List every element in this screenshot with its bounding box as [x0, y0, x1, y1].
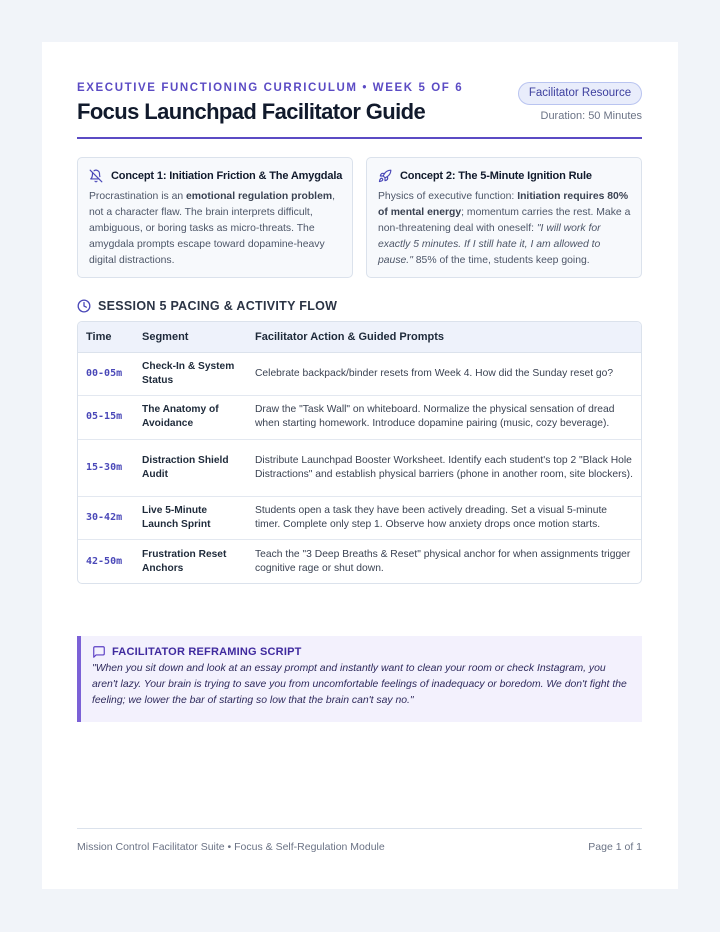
- document-page: [42, 42, 678, 889]
- clock-icon: [77, 299, 91, 313]
- session-section-title: [77, 298, 337, 314]
- concept-text: , not a character flaw. The brain interprets difficult, ambiguous, or boring tasks as micro-threats. The amygdala prompts escape toward dopamine-heavy digital distractions.: [89, 191, 335, 266]
- concept-card-header: [378, 168, 631, 184]
- table-header-row: [78, 322, 641, 352]
- table-row: [78, 439, 641, 496]
- row-action: Students open a task they have been actively dreading. Set a visual 5-minute timer. Complete only step 1. Observe how anxiety drops once motion starts.: [247, 496, 641, 540]
- concept-card-header: [89, 168, 342, 184]
- page-header: [77, 82, 642, 139]
- table-row: [78, 352, 641, 396]
- table-row: [78, 540, 641, 584]
- session-title-text: SESSION 5 PACING & ACTIVITY FLOW: [98, 299, 338, 313]
- row-segment: Check-In & System Status: [134, 352, 247, 396]
- page-footer: [77, 828, 642, 858]
- chat-bubble-icon: [92, 645, 106, 659]
- footer-suite-label: Mission Control Facilitator Suite • Focus & Self-Regulation Module: [77, 841, 385, 853]
- page-content: [77, 82, 642, 706]
- row-time: 42-50m: [86, 555, 123, 567]
- row-time: 15-30m: [78, 439, 134, 496]
- column-header-segment: Segment: [134, 322, 247, 352]
- footer-page-number: Page 1 of 1: [588, 841, 642, 853]
- concept-card-body: [89, 189, 342, 269]
- row-action: Teach the "3 Deep Breaths & Reset" physical anchor for when assignments trigger cognitive rage or shut down.: [255, 548, 631, 574]
- row-segment: The Anatomy of Avoidance: [134, 396, 247, 440]
- script-quote: "When you sit down and look at an essay prompt and instantly want to clean your room or check Instagram, you aren't lazy. Your brain is trying to save you from uncomfortable feelings of inadequacy or boredom. We don't fight the feeling; we lower the bar of starting so low that the brain can't say no.": [92, 663, 627, 706]
- script-title: FACILITATOR REFRAMING SCRIPT: [112, 646, 302, 658]
- row-time: 05-15m: [78, 396, 134, 440]
- concept-card-title: Concept 1: Initiation Friction & The Amygdala: [111, 170, 343, 182]
- rocket-icon: [378, 169, 392, 183]
- table-row: [78, 496, 641, 540]
- concept-card-title: Concept 2: The 5-Minute Ignition Rule: [400, 170, 592, 182]
- concept-card-body: [378, 189, 631, 269]
- reframing-script-box: [77, 636, 642, 722]
- concept-text-emphasis: emotional regulation problem: [186, 191, 333, 202]
- facilitator-resource-badge: Facilitator Resource: [518, 82, 642, 105]
- concept-text: ; momentum carries the rest. Make a non-threatening deal with oneself:: [378, 207, 631, 234]
- concept-text: Procrastination is an: [89, 191, 187, 202]
- row-time: 30-42m: [78, 496, 134, 540]
- row-action: Distribute Launchpad Booster Worksheet. Identify each student's top 2 "Black Hole Distractions" and establish physical barriers (phone in another room, site blockers).: [247, 439, 641, 496]
- duration-label: Duration: 50 Minutes: [540, 110, 642, 122]
- concept-card-1: [77, 157, 353, 278]
- page-title: Focus Launchpad Facilitator Guide: [77, 99, 426, 124]
- concept-text: Physics of executive function:: [378, 191, 518, 202]
- concept-cards: [77, 157, 642, 278]
- row-segment: Live 5-Minute Launch Sprint: [134, 496, 247, 540]
- row-time: 00-05m: [78, 352, 134, 396]
- row-segment: Distraction Shield Audit: [134, 439, 247, 496]
- bell-off-icon: [89, 169, 103, 183]
- column-header-action: Facilitator Action & Guided Prompts: [247, 322, 641, 352]
- concept-text-quote: "I will work for exactly 5 minutes. If I still hate it, I am allowed to pause.": [378, 223, 601, 266]
- pacing-table: [77, 321, 642, 584]
- column-header-time: Time: [78, 322, 134, 352]
- row-action: Draw the "Task Wall" on whiteboard. Normalize the physical sensation of dread when starting homework. Introduce dopamine pairing (music, cozy beverage).: [247, 396, 641, 440]
- concept-text-emphasis: Initiation requires 80% of mental energy: [378, 191, 629, 218]
- table-row: [78, 396, 641, 440]
- curriculum-eyebrow: EXECUTIVE FUNCTIONING CURRICULUM • WEEK 5 OF 6: [77, 82, 464, 94]
- concept-text: 85% of the time, students keep going.: [412, 255, 590, 266]
- concept-card-2: [366, 157, 642, 278]
- script-header: [92, 645, 632, 659]
- row-action: Celebrate backpack/binder resets from Week 4. How did the Sunday reset go?: [247, 352, 641, 396]
- row-segment: Frustration Reset Anchors: [142, 548, 227, 574]
